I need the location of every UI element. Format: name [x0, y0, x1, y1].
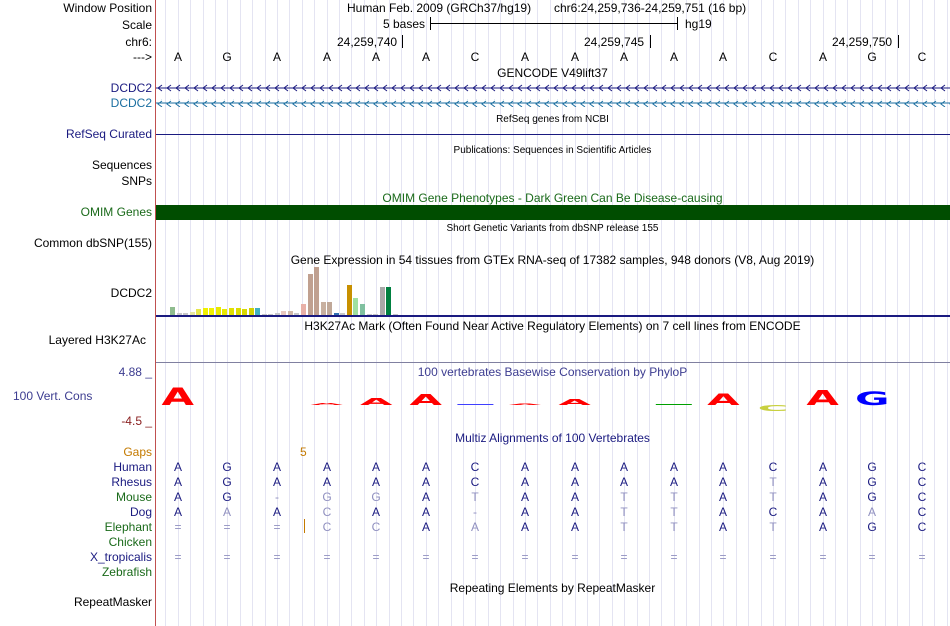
gtex-bar[interactable]: [321, 302, 326, 315]
alignment-base: =: [719, 550, 727, 564]
species-label-human[interactable]: Human: [113, 460, 152, 474]
alignment-base: =: [868, 550, 876, 564]
phylop-mark: A: [508, 403, 542, 406]
reference-base: A: [669, 50, 678, 64]
phylop-mark: [904, 404, 940, 405]
h3k27ac-baseline: [156, 362, 950, 363]
reference-base: A: [272, 50, 281, 64]
alignment-base: T: [471, 490, 479, 504]
alignment-base: C: [768, 460, 778, 474]
alignment-base: A: [570, 490, 579, 504]
alignment-base: =: [174, 550, 182, 564]
alignment-base: C: [322, 520, 332, 534]
alignment-base: A: [173, 475, 182, 489]
alignment-base: A: [222, 505, 231, 519]
dbsnp-track-title: Short Genetic Variants from dbSNP release 155: [446, 223, 659, 234]
omim-gene-bar[interactable]: [156, 205, 950, 220]
alignment-base: A: [421, 490, 430, 504]
alignment-base: G: [371, 490, 381, 504]
alignment-base: A: [173, 460, 182, 474]
alignment-base: A: [818, 460, 827, 474]
alignment-base: =: [670, 550, 678, 564]
gtex-bar[interactable]: [380, 287, 385, 315]
gtex-bar[interactable]: [360, 304, 365, 315]
alignment-base: A: [570, 460, 579, 474]
gtex-bar[interactable]: [255, 308, 260, 315]
label-dcdc2-gencode-alt[interactable]: DCDC2: [110, 96, 152, 110]
refseq-gene-line[interactable]: [156, 134, 950, 135]
alignment-base: G: [867, 520, 877, 534]
ruler-tick-2: [650, 35, 651, 48]
alignment-base: =: [819, 550, 827, 564]
scale-bar-right-end: [677, 17, 678, 30]
gtex-track-title: Gene Expression in 54 tissues from GTEx RNA-seq of 17382 samples, 948 donors (V8, Aug 2019): [290, 253, 815, 267]
gtex-bar[interactable]: [327, 302, 332, 315]
scale-db: hg19: [685, 17, 712, 31]
label-dcdc2-gencode[interactable]: DCDC2: [110, 81, 152, 95]
alignment-base: G: [867, 490, 877, 504]
reference-base: C: [917, 50, 927, 64]
species-label-chicken[interactable]: Chicken: [108, 535, 152, 549]
alignment-base: C: [917, 490, 927, 504]
phylop-svg: [156, 372, 950, 432]
alignment-base: T: [620, 490, 628, 504]
species-label-zebrafish[interactable]: Zebrafish: [101, 565, 152, 579]
gtex-bar[interactable]: [347, 285, 352, 315]
alignment-base: A: [272, 505, 281, 519]
reference-base: A: [570, 50, 579, 64]
alignment-base: =: [571, 550, 579, 564]
phylop-mark: C: [757, 403, 789, 414]
gtex-expression-chart[interactable]: [156, 267, 950, 315]
alignment-base: A: [570, 520, 579, 534]
reference-base: A: [371, 50, 380, 64]
phylop-mark: [259, 404, 295, 405]
gtex-bar[interactable]: [236, 308, 241, 315]
label-phylop-min: -4.5 _: [121, 414, 152, 428]
alignment-base: =: [620, 550, 628, 564]
alignment-base: -: [275, 490, 279, 504]
scale-bar: [430, 23, 678, 24]
alignment-base: =: [769, 550, 777, 564]
alignment-base: A: [371, 505, 380, 519]
alignment-base: A: [421, 460, 430, 474]
elephant-insertion-marker: [304, 519, 305, 533]
reference-base: A: [818, 50, 827, 64]
label-layered-h3k27ac[interactable]: Layered H3K27Ac: [48, 333, 146, 347]
alignment-base: A: [718, 520, 727, 534]
alignment-base: A: [619, 460, 628, 474]
alignment-base: G: [222, 490, 232, 504]
alignment-base: G: [867, 460, 877, 474]
phylop-mark: A: [806, 385, 839, 410]
alignment-base: T: [670, 505, 678, 519]
species-label-elephant[interactable]: Elephant: [104, 520, 152, 534]
alignment-base: =: [174, 520, 182, 534]
alignment-base: A: [718, 475, 727, 489]
alignment-base: =: [918, 550, 926, 564]
alignment-base: T: [769, 475, 777, 489]
phylop-mark: [656, 404, 692, 405]
species-label-x_tropicalis[interactable]: X_tropicalis: [89, 550, 152, 564]
alignment-base: A: [272, 460, 281, 474]
alignment-base: A: [818, 520, 827, 534]
ruler-coord-3: 24,259,750: [832, 35, 893, 49]
alignment-base: C: [322, 505, 332, 519]
phylop-mark: A: [359, 396, 393, 408]
alignment-base: T: [670, 520, 678, 534]
alignment-base: A: [173, 490, 182, 504]
alignment-base: C: [470, 475, 480, 489]
label-vert-cons[interactable]: 100 Vert. Cons: [13, 389, 93, 403]
phylop-mark: A: [558, 397, 591, 408]
ruler-tick-1: [402, 35, 403, 48]
reference-base: C: [768, 50, 778, 64]
repeatmasker-track-title: Repeating Elements by RepeatMasker: [449, 581, 656, 595]
alignment-base: A: [520, 520, 529, 534]
alignment-base: T: [769, 520, 777, 534]
label-strand: --->: [133, 50, 152, 64]
scale-text: 5 bases: [382, 17, 425, 31]
alignment-base: =: [521, 550, 529, 564]
alignment-base: T: [769, 490, 777, 504]
species-label-dog[interactable]: Dog: [129, 505, 152, 519]
phylop-mark: A: [310, 402, 343, 406]
gaps-count: 5: [300, 445, 307, 459]
alignment-base: =: [223, 520, 231, 534]
reference-base: C: [470, 50, 480, 64]
alignment-base: A: [718, 460, 727, 474]
refseq-track-title: RefSeq genes from NCBI: [496, 114, 609, 125]
gtex-bar[interactable]: [216, 307, 221, 315]
reference-base: A: [173, 50, 182, 64]
species-label-rhesus[interactable]: Rhesus: [111, 475, 152, 489]
reference-base: A: [520, 50, 529, 64]
window-position-text: chr6:24,259,736-24,259,751 (16 bp): [554, 1, 747, 15]
alignment-base: =: [471, 550, 479, 564]
label-refseq-curated[interactable]: RefSeq Curated: [65, 127, 152, 141]
h3k27ac-track-title: H3K27Ac Mark (Often Found Near Active Regulatory Elements) on 7 cell lines from ENCODE: [304, 319, 801, 333]
phylop-mark: [606, 404, 642, 405]
gtex-bar[interactable]: [229, 308, 234, 315]
gencode-track-title: GENCODE V49lift37: [497, 66, 608, 80]
alignment-base: G: [222, 460, 232, 474]
label-sequences[interactable]: Sequences: [91, 158, 152, 172]
alignment-base: T: [620, 505, 628, 519]
alignment-base: A: [718, 490, 727, 504]
gtex-bar[interactable]: [301, 304, 306, 315]
alignment-base: C: [470, 460, 480, 474]
multiz-track-title: Multiz Alignments of 100 Vertebrates: [455, 431, 650, 445]
alignment-base: A: [520, 505, 529, 519]
alignment-base: A: [818, 475, 827, 489]
ruler-coord-1: 24,259,740: [337, 35, 398, 49]
alignment-base: A: [371, 475, 380, 489]
alignment-base: A: [322, 460, 331, 474]
reference-base: A: [718, 50, 727, 64]
alignment-base: A: [470, 520, 479, 534]
alignment-base: T: [620, 520, 628, 534]
alignment-base: C: [917, 460, 927, 474]
phylop-mark: [209, 404, 245, 405]
gtex-bar[interactable]: [203, 308, 208, 315]
alignment-base: A: [818, 505, 827, 519]
reference-base: A: [322, 50, 331, 64]
phylop-mark: A: [707, 391, 740, 409]
gtex-bar[interactable]: [314, 267, 319, 315]
alignment-base: A: [669, 475, 678, 489]
label-gaps: Gaps: [123, 445, 152, 459]
alignment-base: =: [422, 550, 430, 564]
alignment-base: A: [818, 490, 827, 504]
alignment-base: A: [520, 460, 529, 474]
alignment-base: A: [570, 505, 579, 519]
alignment-base: =: [223, 550, 231, 564]
alignment-base: A: [322, 475, 331, 489]
alignment-base: A: [520, 490, 529, 504]
label-common-dbsnp[interactable]: Common dbSNP(155): [33, 236, 152, 250]
alignment-base: =: [273, 520, 281, 534]
alignment-base: -: [473, 505, 477, 519]
gtex-gene-line: [156, 315, 950, 317]
gtex-bar[interactable]: [308, 274, 313, 315]
alignment-base: C: [917, 475, 927, 489]
gtex-bar[interactable]: [353, 298, 358, 315]
assembly-name: Human Feb. 2009 (GRCh37/hg19): [347, 1, 532, 15]
alignment-base: A: [718, 505, 727, 519]
alignment-base: A: [421, 520, 430, 534]
alignment-base: C: [371, 520, 381, 534]
alignment-base: =: [273, 550, 281, 564]
alignment-base: C: [917, 520, 927, 534]
alignment-base: A: [173, 505, 182, 519]
ruler-tick-3: [898, 35, 899, 48]
alignment-base: G: [222, 475, 232, 489]
label-repeatmasker[interactable]: RepeatMasker: [73, 595, 152, 609]
alignment-base: A: [421, 505, 430, 519]
alignment-base: C: [917, 505, 927, 519]
gtex-bar[interactable]: [386, 287, 391, 315]
label-phylop-max: 4.88 _: [118, 365, 152, 379]
alignment-base: =: [323, 550, 331, 564]
alignment-base: A: [421, 475, 430, 489]
label-snps[interactable]: SNPs: [121, 174, 152, 188]
phylop-mark: G: [854, 387, 890, 410]
alignment-base: A: [520, 475, 529, 489]
label-gtex-dcdc2[interactable]: DCDC2: [110, 286, 152, 300]
phylop-mark: A: [409, 391, 443, 409]
gtex-bar[interactable]: [170, 307, 175, 315]
alignment-base: A: [867, 505, 876, 519]
phylop-mark: A: [161, 383, 195, 412]
omim-track-title: OMIM Gene Phenotypes - Dark Green Can Be Disease-causing: [382, 191, 723, 205]
alignment-base: T: [670, 490, 678, 504]
reference-base: G: [222, 50, 232, 64]
alignment-base: A: [272, 475, 281, 489]
phylop-track-title: 100 vertebrates Basewise Conservation by PhyloP: [417, 365, 688, 379]
gtex-bar[interactable]: [209, 308, 214, 315]
label-window-position: Window Position: [63, 1, 152, 15]
alignment-base: A: [570, 475, 579, 489]
alignment-base: G: [867, 475, 877, 489]
label-chrom: chr6:: [125, 35, 152, 49]
label-omim-genes[interactable]: OMIM Genes: [80, 205, 152, 219]
alignment-base: G: [322, 490, 332, 504]
alignment-base: A: [619, 475, 628, 489]
ruler-coord-2: 24,259,745: [584, 35, 645, 49]
alignment-base: A: [371, 460, 380, 474]
reference-base: G: [867, 50, 877, 64]
publications-track-title: Publications: Sequences in Scientific Articles: [453, 145, 652, 156]
reference-base: A: [619, 50, 628, 64]
gencode-gene-lines[interactable]: [156, 84, 950, 108]
gtex-bar[interactable]: [249, 308, 254, 315]
alignment-base: C: [768, 505, 778, 519]
species-label-mouse[interactable]: Mouse: [115, 490, 152, 504]
alignment-base: A: [669, 460, 678, 474]
phylop-mark: [457, 404, 493, 405]
alignment-base: =: [372, 550, 380, 564]
label-scale: Scale: [121, 18, 152, 32]
reference-base: A: [421, 50, 430, 64]
